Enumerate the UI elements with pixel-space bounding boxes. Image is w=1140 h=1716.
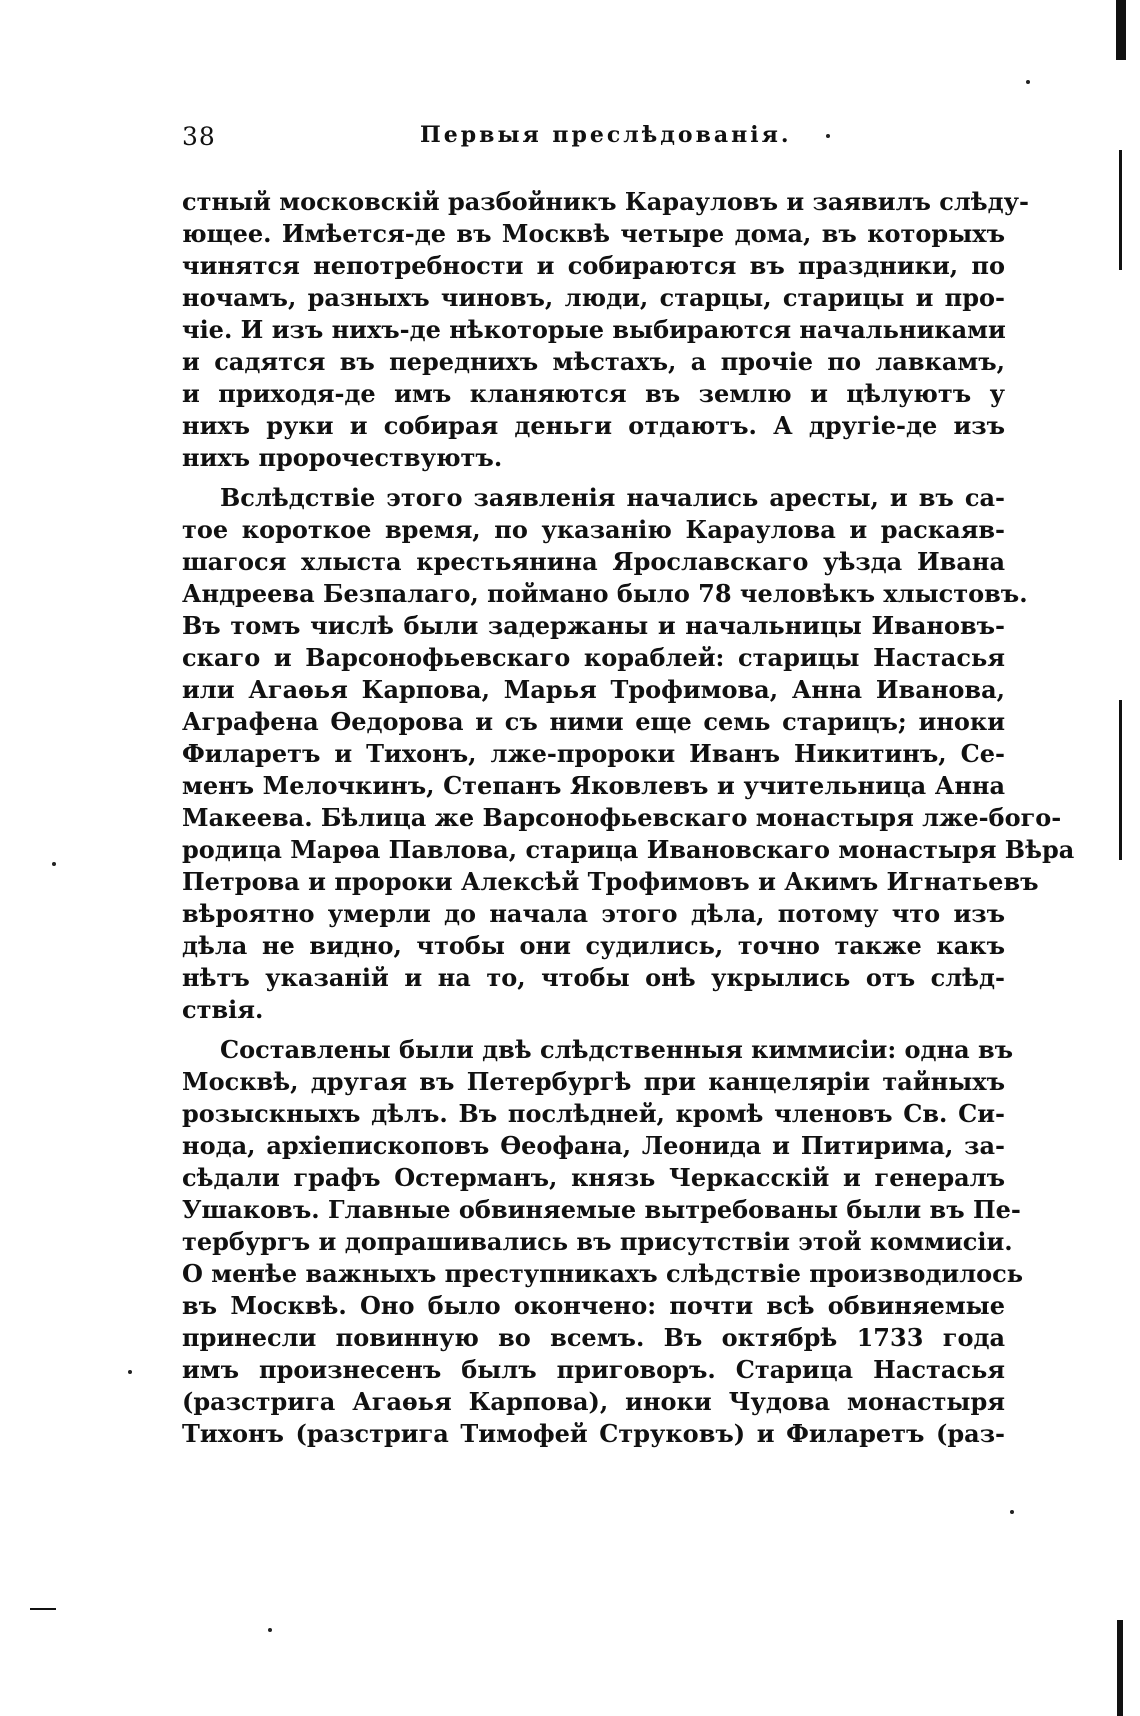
text-line: и приходя-де имъ кланяются въ землю и цѣлуютъ у (182, 379, 1005, 408)
text-line: Ушаковъ. Главные обвиняемые вытребованы были въ Пе- (182, 1195, 1021, 1224)
scan-speck (1010, 1510, 1014, 1514)
running-head: Первыя преслѣдованія. (420, 122, 792, 148)
text-line: родица Марѳа Павлова, старица Ивановскаго монастыря Вѣра (182, 835, 1075, 864)
text-line: имъ произнесенъ былъ приговоръ. Старица Настасья (182, 1355, 1005, 1384)
paragraph-gap (182, 1026, 1005, 1034)
scan-speck (52, 862, 56, 866)
text-line: стный московскій разбойникъ Карауловъ и заявилъ слѣду- (182, 187, 1029, 216)
body-text (182, 186, 1075, 1450)
text-line: ствія. (182, 995, 264, 1024)
text-line: Андреева Безпалаго, поймано было 78 человѣкъ хлыстовъ. (182, 579, 1028, 608)
text-line: чинятся непотребности и собираются въ праздники, по (182, 251, 1005, 280)
scan-speck (128, 1370, 132, 1374)
text-line: нода, архіепископовъ Ѳеофана, Леонида и Питирима, за- (182, 1131, 1005, 1160)
paragraph-gap (182, 474, 1005, 482)
text-line: розыскныхъ дѣлъ. Въ послѣдней, кромѣ членовъ Св. Си- (182, 1099, 1005, 1128)
scan-edge-mark (1117, 1620, 1123, 1716)
text-line: принесли повинную во всемъ. Въ октябрѣ 1733 года (182, 1323, 1005, 1352)
scan-speck (1026, 80, 1030, 84)
text-line: нихъ пророчествуютъ. (182, 443, 503, 472)
text-line: Москвѣ, другая въ Петербургѣ при канцеляріи тайныхъ (182, 1067, 1005, 1096)
text-line: Петрова и пророки Алексѣй Трофимовъ и Акимъ Игнатьевъ (182, 867, 1039, 896)
scan-edge-mark (30, 1608, 56, 1610)
text-line: шагося хлыста крестьянина Ярославскаго уѣзда Ивана (182, 547, 1005, 576)
scan-edge-mark (1116, 0, 1126, 60)
text-line: О менѣе важныхъ преступникахъ слѣдствіе производилось (182, 1259, 1024, 1288)
text-line: ночамъ, разныхъ чиновъ, люди, старцы, старицы и про- (182, 283, 1005, 312)
scan-edge-mark (1119, 700, 1122, 860)
scan-edge-mark (1119, 150, 1122, 270)
scan-speck (826, 134, 830, 138)
text-line: Макеева. Бѣлица же Варсонофьевскаго монастыря лже-бого- (182, 803, 1062, 832)
page-number: 38 (182, 122, 216, 151)
text-line: Въ томъ числѣ были задержаны и начальницы Ивановъ- (182, 611, 1005, 640)
text-line: чіе. И изъ нихъ-де нѣкоторые выбираются начальниками (182, 315, 1006, 344)
text-line: Вслѣдствіе этого заявленія начались аресты, и въ са- (220, 483, 1005, 512)
text-line: Тихонъ (разстрига Тимофей Струковъ) и Филаретъ (раз- (182, 1419, 1005, 1448)
text-line: Филаретъ и Тихонъ, лже-пророки Иванъ Никитинъ, Се- (182, 739, 1005, 768)
text-line: тербургъ и допрашивались въ присутствіи этой коммисіи. (182, 1227, 1013, 1256)
text-line: (разстрига Агаѳья Карпова), иноки Чудова монастыря (182, 1387, 1005, 1416)
text-line: дѣла не видно, чтобы они судились, точно также какъ (182, 931, 1005, 960)
text-line: Аграфена Ѳедорова и съ ними еще семь старицъ; иноки (182, 707, 1005, 736)
text-line: или Агаѳья Карпова, Марья Трофимова, Анна Иванова, (182, 675, 1005, 704)
text-line: менъ Мелочкинъ, Степанъ Яковлевъ и учительница Анна (182, 771, 1005, 800)
text-line: ющее. Имѣется-де въ Москвѣ четыре дома, въ которыхъ (182, 219, 1005, 248)
text-line: тое короткое время, по указанію Караулова и раскаяв- (182, 515, 1005, 544)
text-line: нихъ руки и собирая деньги отдаютъ. А другіе-де изъ (182, 411, 1005, 440)
text-line: сѣдали графъ Остерманъ, князь Черкасскій и генералъ (182, 1163, 1005, 1192)
text-line: и садятся въ переднихъ мѣстахъ, а прочіе по лавкамъ, (182, 347, 1005, 376)
text-line: нѣтъ указаній и на то, чтобы онѣ укрылись отъ слѣд- (182, 963, 1005, 992)
text-line: въ Москвѣ. Оно было окончено: почти всѣ обвиняемые (182, 1291, 1005, 1320)
text-line: вѣроятно умерли до начала этого дѣла, потому что изъ (182, 899, 1005, 928)
text-line: скаго и Варсонофьевскаго кораблей: старицы Настасья (182, 643, 1005, 672)
scan-speck (268, 1628, 272, 1632)
text-line: Составлены были двѣ слѣдственныя киммисіи: одна въ (220, 1035, 1014, 1064)
